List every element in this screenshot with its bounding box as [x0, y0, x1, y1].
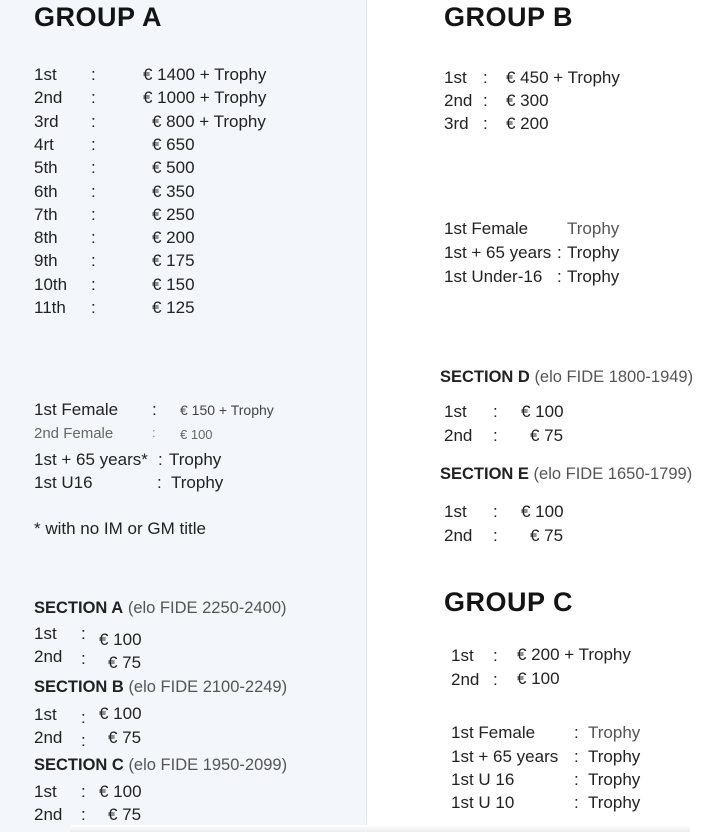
section-b-place: 2nd [34, 728, 63, 747]
group-a-title: GROUP A [34, 2, 163, 32]
group-c-amount: € 100 [517, 669, 560, 688]
section-a-heading [34, 599, 287, 618]
group-a-amount: € 150 [152, 274, 195, 294]
section-e-amount: € 100 [521, 502, 564, 521]
section-e-heading [440, 465, 692, 484]
group-a-special-sep: : [157, 473, 162, 492]
group-a-special-value: Trophy [169, 450, 222, 469]
group-a-special-sep: : [152, 400, 157, 419]
group-b-amount: € 300 [506, 91, 549, 110]
group-a-amount: € 500 [152, 158, 195, 178]
group-c-special-label: 1st + 65 years [451, 747, 559, 766]
section-name: SECTION C [34, 756, 124, 774]
group-a-sep: : [91, 65, 96, 84]
group-a-place: 9th [34, 251, 58, 271]
group-a-amount: € 200 [152, 228, 195, 248]
group-c-special-sep: : [574, 747, 579, 766]
section-a-amount: € 75 [108, 653, 142, 672]
section-a-sep: : [81, 649, 86, 668]
group-a-amount: € 175 [152, 251, 195, 271]
group-a-place: 7th [34, 204, 58, 224]
group-a-special-value: Trophy [171, 473, 224, 492]
section-a-place: 2nd [34, 647, 63, 666]
group-a-sep: : [91, 158, 96, 178]
group-a-amount: € 250 [152, 204, 195, 224]
section-b-sep: : [81, 731, 86, 750]
section-e-place: 2nd [444, 526, 473, 545]
group-a-special-label: 1st Female [34, 400, 119, 419]
section-b-amount: € 75 [108, 728, 142, 747]
group-a-amount: € 125 [152, 298, 195, 317]
group-a-amount: € 1000 + Trophy [143, 88, 267, 108]
group-c-special-label: 1st Female [451, 723, 536, 742]
section-e-place: 1st [444, 502, 467, 521]
section-c-heading [34, 756, 287, 775]
section-b-sep: : [81, 708, 86, 727]
group-a-amount: € 650 [152, 134, 195, 154]
section-range: (elo FIDE 2250-2400) [127, 599, 287, 617]
section-e-amount: € 75 [530, 526, 564, 545]
group-c-special-value: Trophy [588, 747, 641, 766]
group-a-sep: : [91, 111, 96, 131]
group-c-special-value: Trophy [588, 723, 641, 742]
group-c-special-sep: : [574, 770, 579, 789]
group-b-sep: : [483, 68, 488, 87]
section-range: (elo FIDE 1950-2099) [128, 756, 288, 774]
group-b-special-sep: : [557, 267, 562, 286]
section-range: (elo FIDE 1800-1949) [534, 368, 694, 386]
group-c-special-sep: : [574, 723, 579, 742]
group-c-special-sep: : [574, 793, 579, 812]
group-a-sep: : [91, 204, 96, 224]
group-b-special-value: Trophy [567, 267, 620, 286]
section-d-sep: : [493, 402, 498, 421]
group-b-sep: : [483, 114, 488, 133]
section-d-place: 2nd [444, 426, 473, 445]
group-a-sep: : [91, 251, 96, 271]
group-a-place: 8th [34, 228, 58, 248]
group-a-amount: € 800 + Trophy [152, 111, 266, 131]
section-e-sep: : [493, 502, 498, 521]
section-c-amount: € 100 [99, 782, 142, 801]
group-b-special-value: Trophy [567, 243, 620, 262]
group-c-special-value: Trophy [588, 793, 641, 812]
group-b-special-sep: : [557, 243, 562, 262]
group-a-sep: : [91, 134, 96, 154]
group-a-amount: € 350 [152, 181, 195, 201]
group-b-special-value: Trophy [567, 219, 620, 238]
group-b-special-label: 1st Under-16 [444, 267, 543, 286]
section-c-amount: € 75 [108, 805, 142, 824]
group-a-place: 1st [34, 65, 57, 84]
section-c-place: 2nd [34, 805, 63, 824]
group-b-special-label: 1st + 65 years [444, 243, 552, 262]
group-c-place: 2nd [451, 670, 480, 689]
group-b-place: 1st [444, 68, 467, 87]
group-a-sep: : [91, 88, 96, 108]
section-name: SECTION E [440, 465, 529, 483]
section-c-place: 1st [34, 782, 57, 801]
group-b-sep: : [483, 91, 488, 110]
group-a-sep: : [91, 228, 96, 248]
group-a-special-value [180, 400, 274, 420]
section-name: SECTION A [34, 599, 124, 617]
group-a-place: 10th [34, 274, 68, 294]
group-a-place: 11th [34, 298, 66, 317]
section-a-place: 1st [34, 624, 57, 643]
group-a-special-label: 1st U16 [34, 473, 93, 492]
group-c-sep: : [493, 670, 498, 689]
group-a-note: * with no IM or GM title [34, 519, 206, 538]
section-range: (elo FIDE 1650-1799) [533, 465, 693, 483]
group-c-sep: : [493, 646, 498, 665]
section-b-amount: € 100 [99, 704, 142, 723]
group-c-title: GROUP C [444, 587, 574, 617]
section-b-heading [34, 678, 287, 697]
section-a-sep: : [81, 624, 86, 643]
group-c-special-value: Trophy [588, 770, 641, 789]
group-b-title: GROUP B [444, 2, 574, 32]
group-a-sep: : [91, 298, 96, 317]
group-a-place: 5th [34, 158, 58, 178]
bottom-edge-shadow [70, 825, 690, 832]
section-d-amount: € 100 [521, 402, 564, 421]
section-range: (elo FIDE 2100-2249) [128, 678, 288, 696]
group-b-amount: € 450 + Trophy [506, 68, 620, 87]
group-c-amount: € 200 + Trophy [517, 645, 631, 664]
group-b-special-label: 1st Female [444, 219, 529, 238]
group-a-special-sep: : [158, 450, 163, 469]
section-d-sep: : [493, 426, 498, 445]
group-a-special-value: € 100 [180, 427, 213, 442]
group-c-special-label: 1st U 16 [451, 770, 515, 789]
section-e-sep: : [493, 526, 498, 545]
section-d-heading [440, 368, 693, 387]
group-a-special-value-text: € 150 + Trophy [180, 402, 274, 418]
group-a-special-label: 2nd Female [34, 425, 114, 442]
section-b-place: 1st [34, 705, 57, 724]
section-name: SECTION B [34, 678, 124, 696]
group-a-amount: € 1400 + Trophy [143, 65, 267, 84]
group-a-special-sep: : [152, 425, 156, 440]
section-d-place: 1st [444, 402, 467, 421]
section-c-sep: : [81, 805, 86, 824]
section-name: SECTION D [440, 368, 530, 386]
group-a-place: 2nd [34, 88, 63, 108]
section-a-amount: € 100 [99, 630, 142, 649]
group-a-sep: : [91, 274, 96, 294]
group-c-place: 1st [451, 646, 474, 665]
group-a-sep: : [91, 181, 96, 201]
group-a-place: 6th [34, 181, 58, 201]
group-b-amount: € 200 [506, 114, 549, 133]
section-d-amount: € 75 [530, 426, 564, 445]
group-b-place: 2nd [444, 91, 473, 110]
group-a-place: 4rt [34, 134, 54, 154]
group-b-place: 3rd [444, 114, 469, 133]
group-c-special-label: 1st U 10 [451, 793, 515, 812]
group-a-place: 3rd [34, 111, 59, 131]
section-c-sep: : [81, 782, 86, 801]
group-a-special-label: 1st + 65 years* [34, 450, 148, 469]
